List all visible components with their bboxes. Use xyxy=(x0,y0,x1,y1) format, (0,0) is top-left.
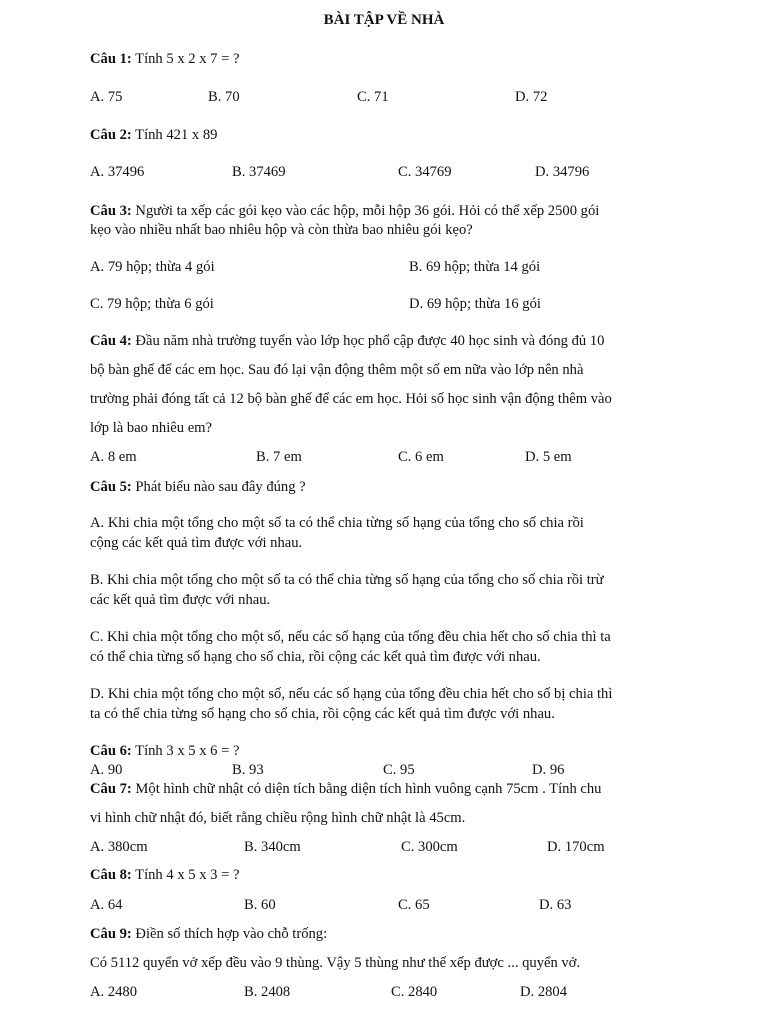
option-c: C. 34769 xyxy=(398,164,452,180)
option-d: D. 63 xyxy=(539,897,572,913)
option-b: B. 60 xyxy=(244,897,276,913)
page-title: BÀI TẬP VỀ NHÀ xyxy=(323,12,445,28)
option-d: D. Khi chia một tổng cho một số, nếu các số hạng của tổng đều chia hết cho số bị chia thì xyxy=(90,686,613,702)
option-c: C. 300cm xyxy=(401,839,458,855)
question-text: Tính 3 x 5 x 6 = ? xyxy=(135,743,240,759)
option-b: B. 2408 xyxy=(244,984,291,1000)
option-c: C. 65 xyxy=(398,897,430,913)
option-c-line-2: có thể chia từng số hạng cho số chia, rồi cộng các kết quả tìm được với nhau. xyxy=(90,649,541,665)
option-a: A. 8 em xyxy=(90,449,137,465)
question-label: Câu 3: xyxy=(90,203,132,219)
option-a: A. Khi chia một tổng cho một số ta có thể chia từng số hạng của tổng cho số chia rồi xyxy=(90,515,584,531)
option-d-line-2: ta có thể chia từng số hạng cho số chia, rồi cộng các kết quả tìm được với nhau. xyxy=(90,706,555,722)
option-b: B. 340cm xyxy=(244,839,301,855)
option-d: D. 72 xyxy=(515,89,548,105)
question-text: Một hình chữ nhật có diện tích bằng diện tích hình vuông cạnh 75cm . Tính chu xyxy=(135,781,602,797)
option-d: D. 69 hộp; thừa 16 gói xyxy=(409,296,541,312)
question-3 xyxy=(90,202,599,220)
option-c: C. Khi chia một tổng cho một số, nếu các số hạng của tổng đều chia hết cho số chia thì ta xyxy=(90,629,611,645)
option-a: A. 37496 xyxy=(90,164,145,180)
question-label: Câu 6: xyxy=(90,743,132,759)
option-a: A. 75 xyxy=(90,89,123,105)
question-text: Phát biểu nào sau đây đúng ? xyxy=(135,479,306,495)
option-d: D. 170cm xyxy=(547,839,605,855)
option-c: C. 6 em xyxy=(398,449,444,465)
question-label: Câu 1: xyxy=(90,51,132,67)
option-d: D. 5 em xyxy=(525,449,572,465)
question-label: Câu 8: xyxy=(90,867,132,883)
option-a: A. 90 xyxy=(90,762,123,778)
question-2 xyxy=(90,126,217,144)
question-8 xyxy=(90,866,239,884)
question-text: Điền số thích hợp vào chỗ trống: xyxy=(135,926,328,942)
question-text-line: Có 5112 quyển vở xếp đều vào 9 thùng. Vậy 5 thùng như thế xếp được ... quyển vở. xyxy=(90,955,581,971)
question-label: Câu 9: xyxy=(90,926,132,942)
question-text: Đầu năm nhà trường tuyển vào lớp học phổ cập được 40 học sinh và đóng đủ 10 xyxy=(135,333,605,349)
option-a: A. 2480 xyxy=(90,984,138,1000)
option-c: C. 95 xyxy=(383,762,415,778)
question-text-line: lớp là bao nhiêu em? xyxy=(90,420,212,436)
option-b: B. 7 em xyxy=(256,449,302,465)
question-text: Người ta xếp các gói kẹo vào các hộp, mỗi hộp 36 gói. Hỏi có thể xếp 2500 gói xyxy=(135,203,600,219)
option-b: B. Khi chia một tổng cho một số ta có thể chia từng số hạng của tổng cho số chia rồi trừ xyxy=(90,572,604,588)
question-1 xyxy=(90,50,239,68)
question-text-line: trường phải đóng tất cả 12 bộ bàn ghế để các em học. Hỏi số học sinh vận động thêm vào xyxy=(90,391,612,407)
option-d: D. 2804 xyxy=(520,984,568,1000)
question-6 xyxy=(90,742,239,760)
option-a: A. 79 hộp; thừa 4 gói xyxy=(90,259,215,275)
question-text-line: vi hình chữ nhật đó, biết rằng chiều rộng hình chữ nhật là 45cm. xyxy=(90,810,466,826)
option-d: D. 34796 xyxy=(535,164,590,180)
option-a-line-2: cộng các kết quả tìm được với nhau. xyxy=(90,535,303,551)
question-text-line: kẹo vào nhiều nhất bao nhiêu hộp và còn thừa bao nhiêu gói kẹo? xyxy=(90,222,473,238)
option-b: B. 70 xyxy=(208,89,240,105)
option-c: C. 71 xyxy=(357,89,389,105)
option-b: B. 93 xyxy=(232,762,264,778)
question-7 xyxy=(90,780,601,798)
question-text: Tính 5 x 2 x 7 = ? xyxy=(135,51,240,67)
option-a: A. 64 xyxy=(90,897,123,913)
question-label: Câu 4: xyxy=(90,333,132,349)
option-b-line-2: các kết quả tìm được với nhau. xyxy=(90,592,271,608)
option-b: B. 37469 xyxy=(232,164,286,180)
option-d: D. 96 xyxy=(532,762,565,778)
question-text: Tính 421 x 89 xyxy=(135,127,218,143)
option-a: A. 380cm xyxy=(90,839,148,855)
question-4 xyxy=(90,332,604,350)
question-text-line: bộ bàn ghế để các em học. Sau đó lại vận động thêm một số em nữa vào lớp nên nhà xyxy=(90,362,584,378)
option-c: C. 79 hộp; thừa 6 gói xyxy=(90,296,214,312)
question-label: Câu 2: xyxy=(90,127,132,143)
question-9 xyxy=(90,925,327,943)
option-b: B. 69 hộp; thừa 14 gói xyxy=(409,259,541,275)
option-c: C. 2840 xyxy=(391,984,438,1000)
question-label: Câu 5: xyxy=(90,479,132,495)
question-label: Câu 7: xyxy=(90,781,132,797)
question-text: Tính 4 x 5 x 3 = ? xyxy=(135,867,240,883)
question-5 xyxy=(90,478,306,496)
